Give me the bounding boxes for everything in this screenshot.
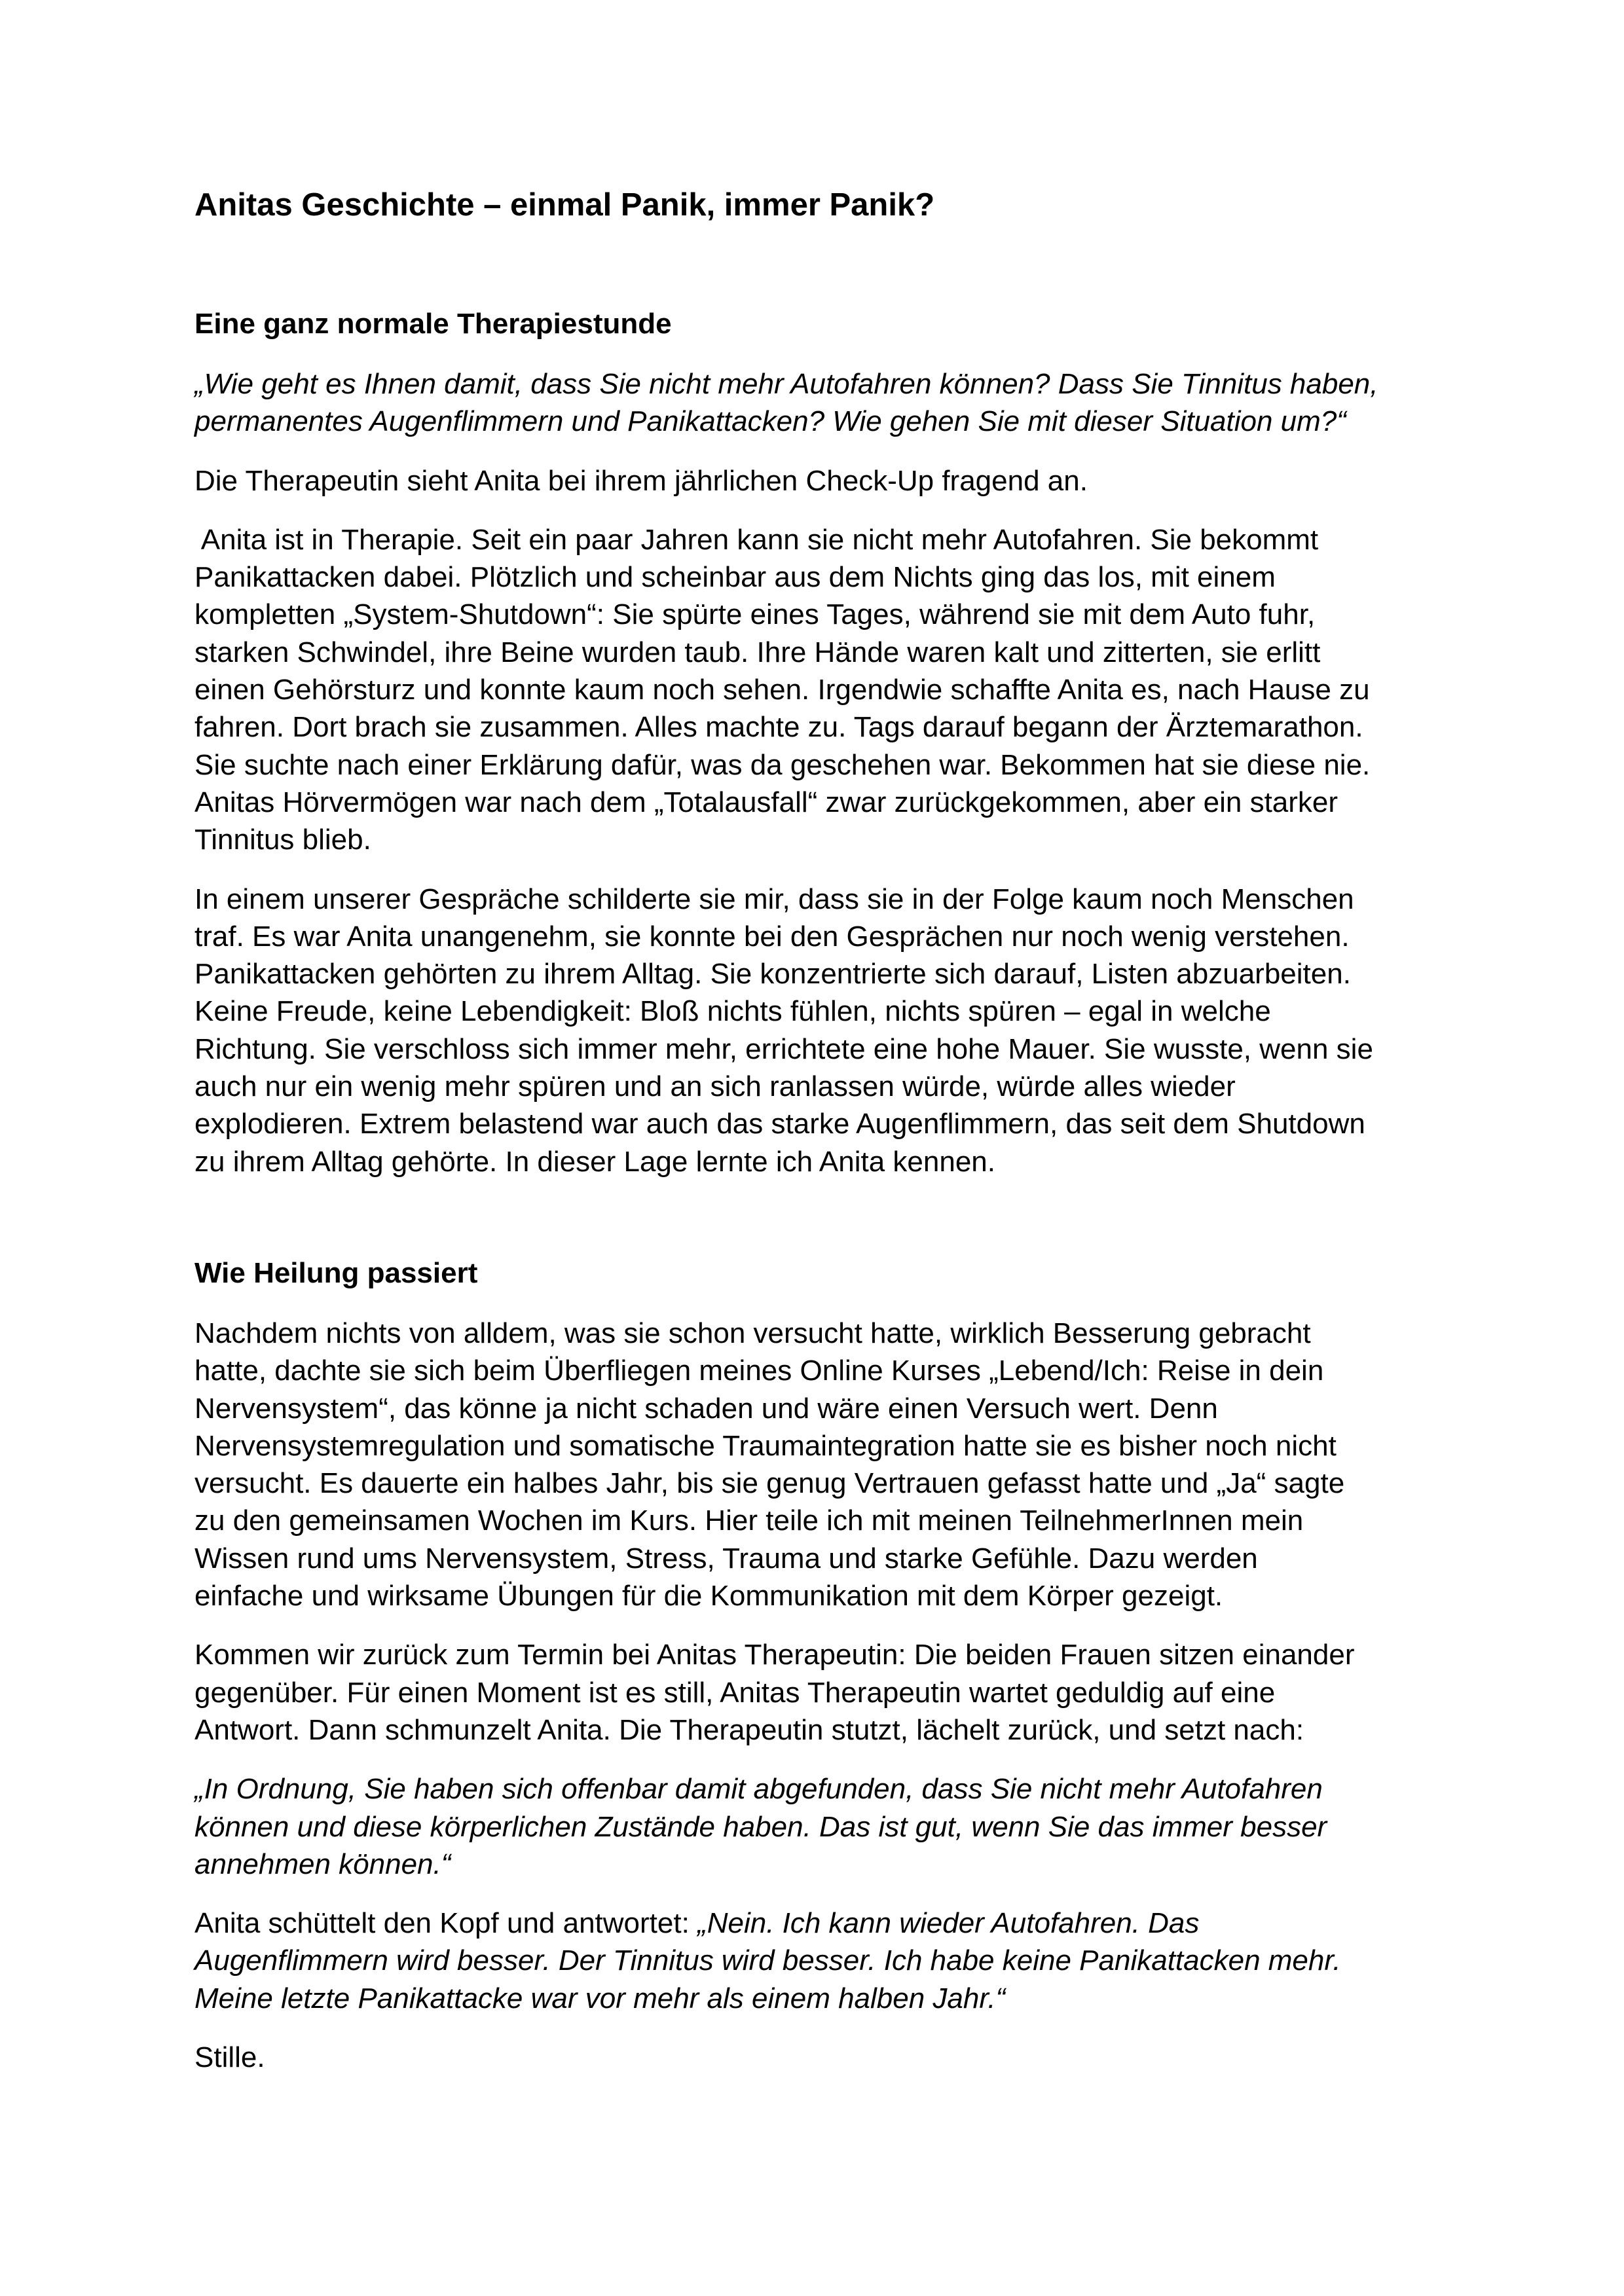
text-line: Meine letzte Panikattacke war vor mehr als einem halben Jahr.“ (194, 1982, 1006, 2014)
text-line: Augenflimmern wird besser. Der Tinnitus wird besser. Ich habe keine Panikattacken mehr. (194, 1944, 1341, 1977)
text-line: zu den gemeinsamen Wochen im Kurs. Hier teile ich mit meinen TeilnehmerInnen mein (194, 1504, 1304, 1537)
section-heading: Wie Heilung passiert (194, 1257, 478, 1289)
quote-paragraph (194, 1770, 1439, 1883)
paragraph (194, 1636, 1439, 1749)
section-heilung (194, 1254, 1439, 2076)
text-line: Tinnitus blieb. (194, 824, 371, 856)
document-title: Anitas Geschichte – einmal Panik, immer Panik? (194, 187, 935, 223)
text-line: Stille. (194, 2041, 265, 2074)
text-line: starken Schwindel, ihre Beine wurden taub. Ihre Hände waren kalt und zitterten, sie erlitt (194, 636, 1321, 668)
text-line: Anitas Hörvermögen war nach dem „Totalausfall“ zwar zurückgekommen, aber ein starker (194, 786, 1338, 818)
text-line (194, 1904, 1439, 1942)
text-line: versucht. Es dauerte ein halbes Jahr, bis sie genug Vertrauen gefasst hatte und „Ja“ sagte (194, 1467, 1345, 1500)
text-line: Nervensystemregulation und somatische Traumaintegration hatte sie es bisher noch nicht (194, 1429, 1337, 1462)
text-line: annehmen können.“ (194, 1848, 451, 1880)
text-line: traf. Es war Anita unangenehm, sie konnte bei den Gesprächen nur noch wenig verstehen. (194, 920, 1350, 953)
text-line: „Wie geht es Ihnen damit, dass Sie nicht mehr Autofahren können? Dass Sie Tinnitus haben, (194, 368, 1378, 400)
section-therapiestunde (194, 305, 1439, 1180)
text-line: fahren. Dort brach sie zusammen. Alles machte zu. Tags darauf begann der Ärztemarathon. (194, 711, 1363, 744)
text-line: gegenüber. Für einen Moment ist es still, Anitas Therapeutin wartet geduldig auf eine (194, 1676, 1276, 1709)
text-line: Panikattacken gehörten zu ihrem Alltag. Sie konzentrierte sich darauf, Listen abzuarbeiten. (194, 958, 1351, 991)
answer-paragraph (194, 1904, 1439, 2017)
text-line: In einem unserer Gespräche schilderte sie mir, dass sie in der Folge kaum noch Menschen (194, 883, 1354, 915)
quote-paragraph (194, 365, 1439, 441)
text-line: explodieren. Extrem belastend war auch das starke Augenflimmern, das seit dem Shutdown (194, 1108, 1365, 1140)
text-line: Die Therapeutin sieht Anita bei ihrem jährlichen Check-Up fragend an. (194, 464, 1088, 497)
text-line: Sie suchte nach einer Erklärung dafür, was da geschehen war. Bekommen hat sie diese nie. (194, 748, 1371, 781)
paragraph (194, 521, 1439, 859)
text-line: zu ihrem Alltag gehörte. In dieser Lage lernte ich Anita kennen. (194, 1145, 995, 1178)
text-line: permanentes Augenflimmern und Panikattacken? Wie gehen Sie mit dieser Situation um?“ (194, 405, 1346, 438)
text-line: Panikattacken dabei. Plötzlich und scheinbar aus dem Nichts ging das los, mit einem (194, 561, 1276, 594)
text-line: Nachdem nichts von alldem, was sie schon versucht hatte, wirklich Besserung gebracht (194, 1317, 1311, 1349)
answer-lead: Anita schüttelt den Kopf und antwortet: (194, 1907, 698, 1940)
text-line: auch nur ein wenig mehr spüren und an sich ranlassen würde, würde alles wieder (194, 1070, 1236, 1103)
paragraph (194, 881, 1439, 1180)
text-line: Antwort. Dann schmunzelt Anita. Die Therapeutin stutzt, lächelt zurück, und setzt nach: (194, 1713, 1304, 1746)
paragraph (194, 2039, 1439, 2076)
text-line: Keine Freude, keine Lebendigkeit: Bloß nichts fühlen, nichts spüren – egal in welche (194, 995, 1271, 1028)
section-heading: Eine ganz normale Therapiestunde (194, 308, 672, 340)
text-line: kompletten „System-Shutdown“: Sie spürte eines Tages, während sie mit dem Auto fuhr, (194, 598, 1316, 631)
text-line: können und diese körperlichen Zustände haben. Das ist gut, wenn Sie das immer besser (194, 1810, 1327, 1843)
answer-quote: „Nein. Ich kann wieder Autofahren. Das (697, 1907, 1200, 1940)
text-line: hatte, dachte sie sich beim Überfliegen meines Online Kurses „Lebend/Ich: Reise in dein (194, 1355, 1324, 1387)
paragraph (194, 462, 1439, 500)
text-line: einen Gehörsturz und konnte kaum noch sehen. Irgendwie schaffte Anita es, nach Hause zu (194, 674, 1370, 706)
text-line: Nervensystem“, das könne ja nicht schaden und wäre einen Versuch wert. Denn (194, 1392, 1218, 1425)
text-line: Richtung. Sie verschloss sich immer mehr, errichtete eine hohe Mauer. Sie wusste, wenn sie (194, 1032, 1373, 1065)
text-line: Kommen wir zurück zum Termin bei Anitas Therapeutin: Die beiden Frauen sitzen einander (194, 1639, 1355, 1671)
text-line: Anita ist in Therapie. Seit ein paar Jahren kann sie nicht mehr Autofahren. Sie bekommt (194, 523, 1319, 556)
text-line: einfache und wirksame Übungen für die Kommunikation mit dem Körper gezeigt. (194, 1580, 1223, 1613)
paragraph (194, 1315, 1439, 1614)
text-line: „In Ordnung, Sie haben sich offenbar damit abgefunden, dass Sie nicht mehr Autofahren (194, 1773, 1323, 1806)
text-line: Wissen rund ums Nervensystem, Stress, Trauma und starke Gefühle. Dazu werden (194, 1542, 1258, 1575)
